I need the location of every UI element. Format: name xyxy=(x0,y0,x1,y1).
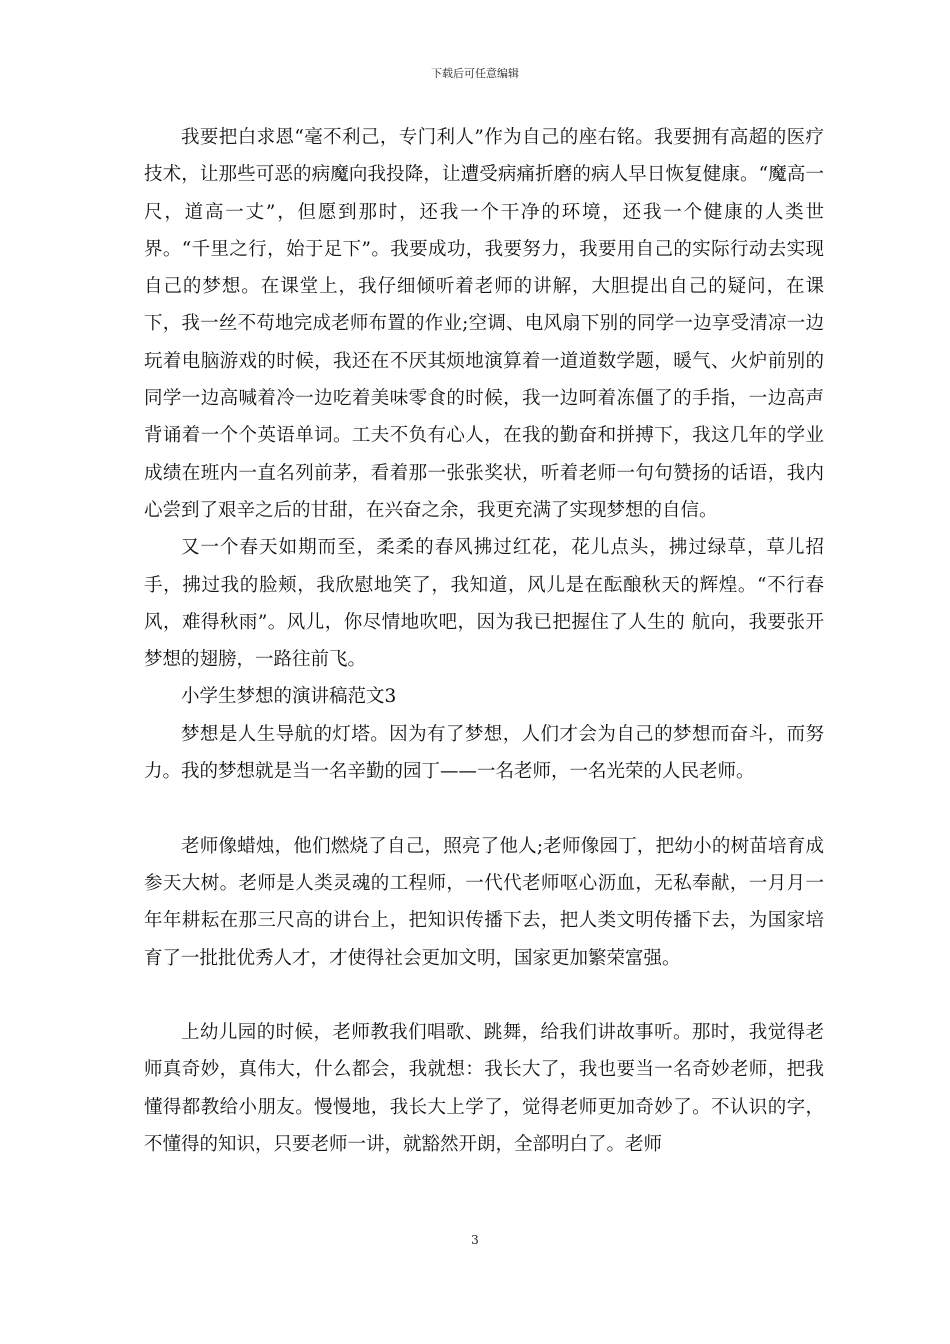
document-body xyxy=(144,119,824,1163)
page-header: 下载后可任意编辑 xyxy=(431,67,519,80)
paragraph-dream-lighthouse: 梦想是人生导航的灯塔。因为有了梦想，人们才会为自己的梦想而奋斗，而努力。我的梦想就是当一名辛勤的园丁——一名老师，一名光荣的人民老师。 xyxy=(144,723,824,783)
page-number: 3 xyxy=(471,1233,479,1247)
paragraph-white-motto: 我要把白求恩“毫不利己，专门利人”作为自己的座右铭。我要拥有高超的医疗技术，让那些可恶的病魔向我投降，让遭受病痛折磨的病人早日恢复健康。“魔高一尺，道高一丈”，但愿到那时，还我一个干净的环境，还我一个健康的人类世界。“千里之行，始于足下”。我要成功，我要努力，我要用自己的实际行动去实现自己的梦想。在课堂上，我仔细倾听着老师的讲解，大胆提出自己的疑问，在课下，我一丝不苟地完成老师布置的作业;空调、电风扇下别的同学一边享受清凉一边玩着电脑游戏的时候，我还在不厌其烦地演算着一道道数学题，暖气、火炉前别的同学一边高喊着冷一边吃着美味零食的时候，我一边呵着冻僵了的手指，一边高声背诵着一个个英语单词。工夫不负有心人，在我的勤奋和拼搏下，我这几年的学业成绩在班内一直名列前茅，看着那一张张奖状，听着老师一句句赞扬的话语，我内心尝到了艰辛之后的甘甜，在兴奋之余，我更充满了实现梦想的自信。 xyxy=(144,127,824,521)
paragraph-spring-wind: 又一个春天如期而至，柔柔的春风拂过红花，花儿点头，拂过绿草，草儿招手，拂过我的脸颊，我欣慰地笑了，我知道，风儿是在酝酿秋天的辉煌。“不行春风，难得秋雨”。风儿，你尽情地吹吧，因为我已把握住了人生的 航向，我要张开梦想的翅膀，一路往前飞。 xyxy=(144,537,824,671)
paragraph-kindergarten: 上幼儿园的时候，老师教我们唱歌、跳舞，给我们讲故事听。那时，我觉得老师真奇妙，真伟大，什么都会，我就想：我长大了，我也要当一名奇妙老师，把我懂得都教给小朋友。慢慢地，我长大上学了，觉得老师更加奇妙了。不认识的字，不懂得的知识，只要老师一讲，就豁然开朗，全部明白了。老师 xyxy=(144,1022,824,1156)
section-title: 小学生梦想的演讲稿范文3 xyxy=(181,686,397,708)
paragraph-teacher-candle: 老师像蜡烛，他们燃烧了自己，照亮了他人;老师像园丁，把幼小的树苗培育成参天大树。老师是人类灵魂的工程师，一代代老师呕心沥血，无私奉献，一月月一年年耕耘在那三尺高的讲台上，把知识传播下去，把人类文明传播下去，为国家培育了一批批优秀人才，才使得社会更加文明，国家更加繁荣富强。 xyxy=(144,835,824,969)
